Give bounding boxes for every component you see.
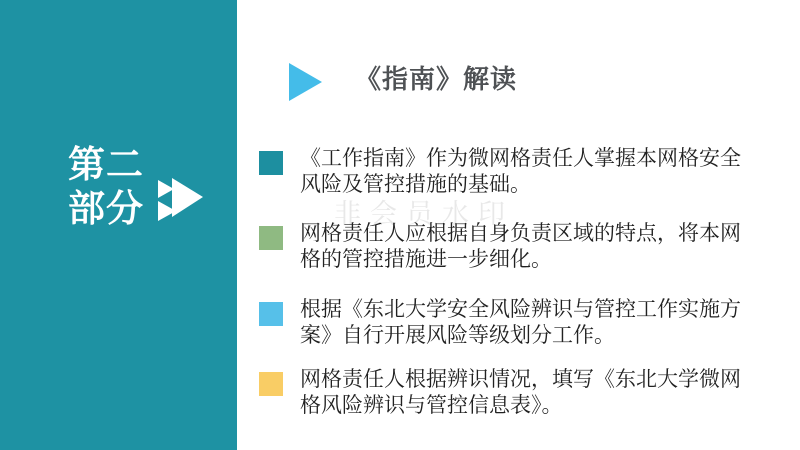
bullet-item xyxy=(259,145,749,197)
bullet-item xyxy=(259,220,749,272)
slide-title: 《指南》解读 xyxy=(355,64,518,94)
bullet-text: 网格责任人应根据自身负责区域的特点，将本网格的管控措施进一步细化。 xyxy=(300,221,741,271)
bullet-text: 根据《东北大学安全风险辨识与管控工作实施方案》自行开展风险等级划分工作。 xyxy=(300,297,741,347)
bullet-item xyxy=(259,296,749,348)
section-title xyxy=(68,143,144,231)
section-title-line1: 第二 xyxy=(68,144,144,185)
bullet-square-green xyxy=(259,226,283,250)
bullet-square-yellow xyxy=(259,372,283,396)
play-triangle-icon xyxy=(289,63,322,101)
bullet-square-teal xyxy=(259,151,283,175)
watermark-text: 非会员水印 xyxy=(334,199,514,229)
bullet-text: 网格责任人根据辨识情况，填写《东北大学微网格风险辨识与管控信息表》。 xyxy=(300,367,741,417)
double-play-arrow-icon xyxy=(157,177,205,223)
bullet-text: 《工作指南》作为微网格责任人掌握本网格安全风险及管控措施的基础。 xyxy=(300,146,741,196)
bullet-item xyxy=(259,366,749,418)
bullet-square-blue xyxy=(259,302,283,326)
section-title-line2: 部分 xyxy=(68,188,144,229)
section-panel xyxy=(0,0,237,450)
